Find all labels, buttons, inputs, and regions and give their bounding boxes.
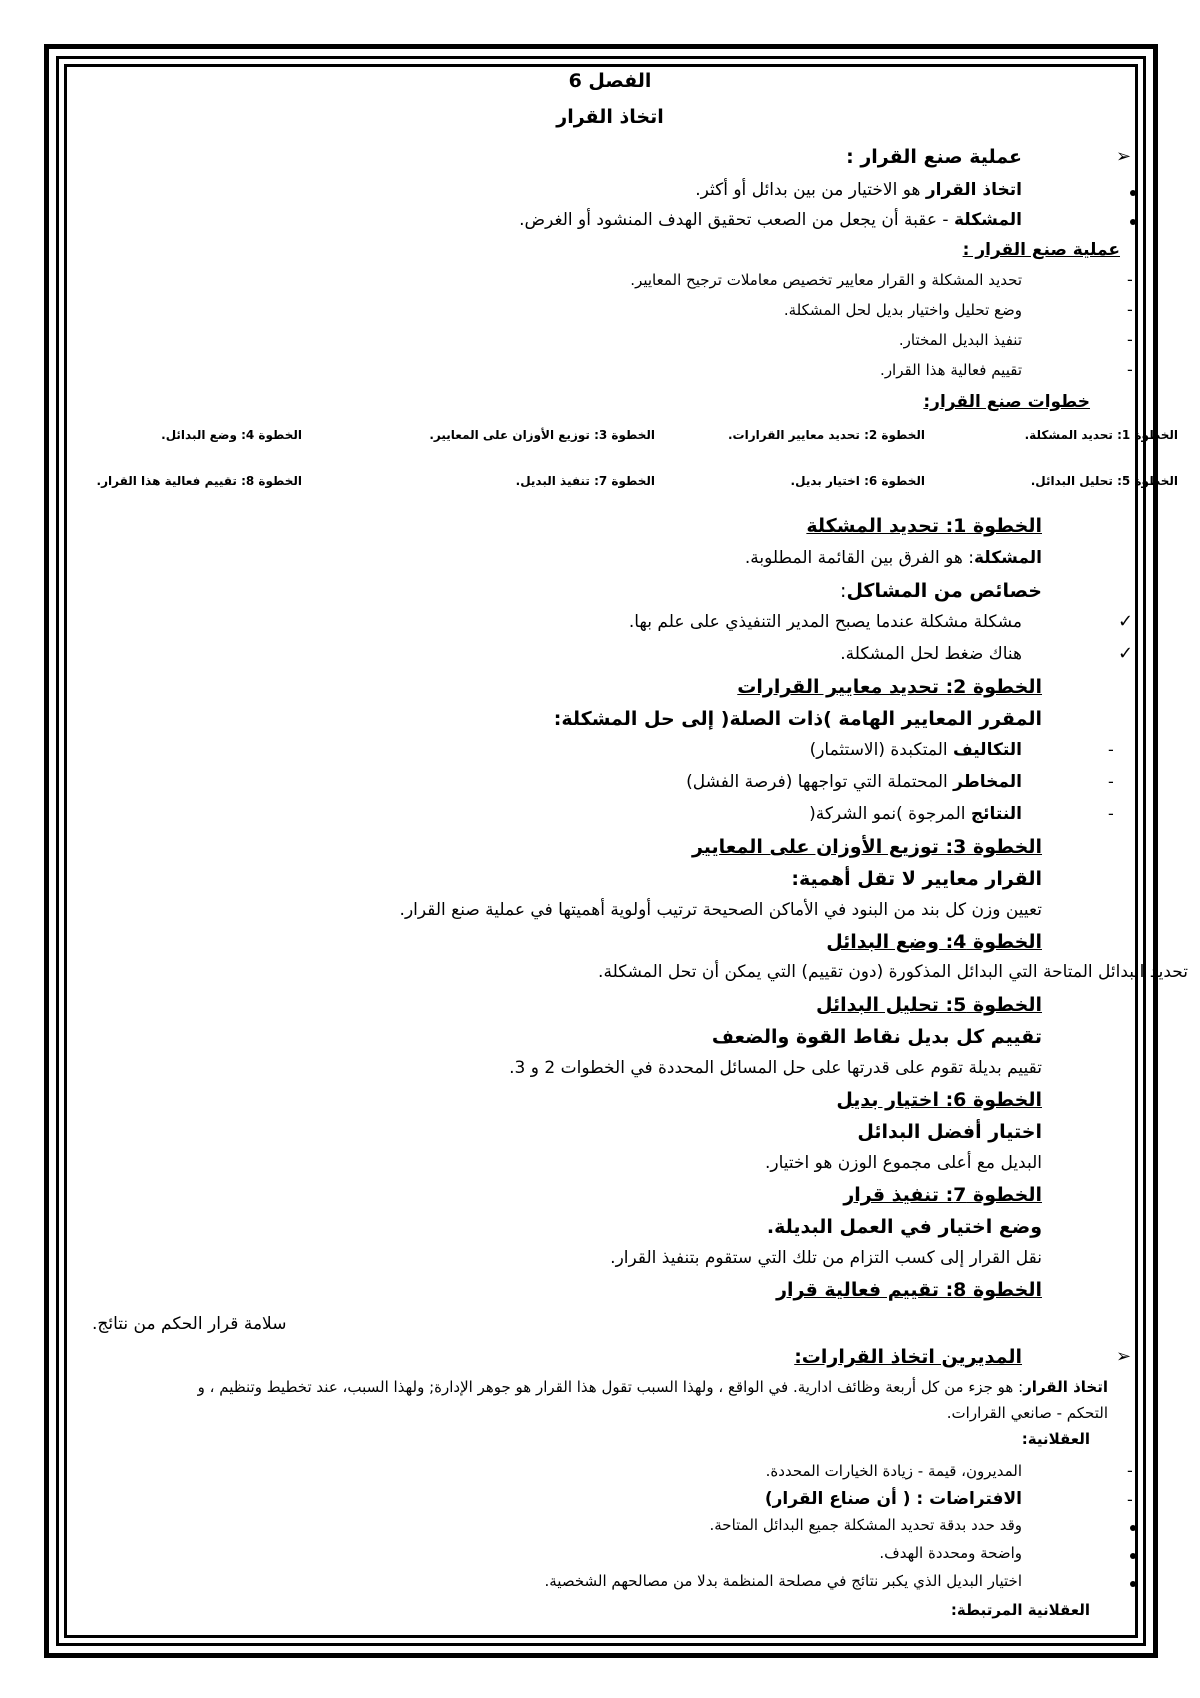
step1-definition: المشكلة: هو الفرق بين القائمة المطلوبة. <box>744 548 1042 568</box>
step4-text: تحديد البدائل المتاحة التي البدائل المذكورة (دون تقييم) التي يمكن أن تحل المشكلة. <box>598 962 1188 982</box>
step2-item: المخاطر المحتملة التي تواجهها (فرصة الفشل) <box>686 772 1022 792</box>
step6-subheading: اختيار أفضل البدائل <box>857 1121 1042 1143</box>
step-summary: الخطوة 3: توزيع الأوزان على المعايير. <box>429 428 655 442</box>
dash-marker: - <box>1127 270 1133 289</box>
step-summary: الخطوة 8: تقييم فعالية هذا القرار. <box>96 474 302 488</box>
step4-heading: الخطوة 4: وضع البدائل <box>826 931 1042 953</box>
rationality-heading: العقلانية: <box>1021 1430 1090 1448</box>
dash-marker: - <box>1127 300 1133 319</box>
step1-subheading: خصائص من المشاكل: <box>840 580 1042 602</box>
bullet-definition: اتخاذ القرار هو الاختيار من بين بدائل أو أكثر. <box>695 180 1022 200</box>
step8-text: سلامة قرار الحكم من نتائج. <box>92 1314 287 1334</box>
dash-marker: - <box>1127 330 1133 349</box>
process-item: تحديد المشكلة و القرار معايير تخصيص معاملات ترجيح المعايير. <box>630 271 1022 289</box>
step-summary: الخطوة 1: تحديد المشكلة. <box>1024 428 1178 442</box>
bullet-icon <box>1130 1553 1136 1559</box>
step-summary: الخطوة 7: تنفيذ البديل. <box>515 474 655 488</box>
process-item: تقييم فعالية هذا القرار. <box>880 361 1022 379</box>
step5-subheading: تقييم كل بديل نقاط القوة والضعف <box>711 1026 1042 1048</box>
process-item: تنفيذ البديل المختار. <box>898 331 1022 349</box>
bullet-icon <box>1130 1581 1136 1587</box>
step-summary: الخطوة 4: وضع البدائل. <box>161 428 302 442</box>
step5-heading: الخطوة 5: تحليل البدائل <box>816 994 1042 1016</box>
steps-heading: خطوات صنع القرار: <box>923 392 1090 412</box>
arrow-bullet-icon: ➢ <box>1116 1346 1132 1367</box>
step6-heading: الخطوة 6: اختيار بديل <box>836 1089 1042 1111</box>
bullet-problem: المشكلة - عقبة أن يجعل من الصعب تحقيق الهدف المنشود أو الغرض. <box>519 210 1022 230</box>
bounded-rationality-heading: العقلانية المرتبطة: <box>950 1601 1090 1619</box>
section2-paragraph-line2: التحكم - صانعي القرارات. <box>946 1404 1108 1422</box>
assumptions-heading: الافتراضات : ( أن صناع القرار) <box>764 1489 1022 1509</box>
dash-marker: - <box>1127 1461 1133 1480</box>
step6-text: البديل مع أعلى مجموع الوزن هو اختيار. <box>764 1153 1042 1173</box>
assumption-item: واضحة ومحددة الهدف. <box>879 1544 1022 1562</box>
bullet-icon <box>1130 219 1136 225</box>
step3-text: تعيين وزن كل بند من البنود في الأماكن الصحيحة ترتيب أولوية أهميتها في عملية صنع القرار. <box>399 900 1042 920</box>
section2-heading: المديرين اتخاذ القرارات: <box>794 1346 1022 1368</box>
step2-heading: الخطوة 2: تحديد معايير القرارات <box>737 676 1042 698</box>
step7-subheading: وضع اختيار في العمل البديلة. <box>766 1216 1042 1238</box>
dash-marker: - <box>1127 1490 1133 1509</box>
checkmark-icon: ✓ <box>1118 643 1134 664</box>
dash-marker: - <box>1127 360 1133 379</box>
process-item: وضع تحليل واختيار بديل لحل المشكلة. <box>783 301 1022 319</box>
step3-subheading: القرار معايير لا تقل أهمية: <box>791 868 1042 890</box>
arrow-bullet-icon: ➢ <box>1116 146 1132 167</box>
step-summary: الخطوة 2: تحديد معايير القرارات. <box>727 428 925 442</box>
assumption-item: اختيار البديل الذي يكبر نتائج في مصلحة المنظمة بدلا من مصالحهم الشخصية. <box>544 1572 1022 1590</box>
step1-check-item: هناك ضغط لحل المشكلة. <box>840 644 1022 664</box>
step2-item: النتائج المرجوة )نمو الشركة( <box>809 804 1022 824</box>
step3-heading: الخطوة 3: توزيع الأوزان على المعايير <box>691 836 1042 858</box>
rationality-item: المديرون، قيمة - زيادة الخيارات المحددة. <box>765 1462 1022 1480</box>
checkmark-icon: ✓ <box>1118 611 1134 632</box>
assumption-item: وقد حدد بدقة تحديد المشكلة جميع البدائل المتاحة. <box>709 1516 1022 1534</box>
step1-heading: الخطوة 1: تحديد المشكلة <box>806 515 1042 537</box>
process-heading: عملية صنع القرار : <box>962 240 1120 260</box>
step-summary: الخطوة 5: تحليل البدائل. <box>1030 474 1178 488</box>
step7-heading: الخطوة 7: تنفيذ قرار <box>843 1184 1042 1206</box>
step-summary: الخطوة 6: اختيار بديل. <box>790 474 925 488</box>
step1-check-item: مشكلة مشكلة عندما يصبح المدير التنفيذي على علم بها. <box>628 612 1022 632</box>
step8-heading: الخطوة 8: تقييم فعالية قرار <box>776 1279 1042 1301</box>
chapter-title: الفصل 6 <box>568 70 652 92</box>
dash-marker: - <box>1108 740 1114 759</box>
step7-text: نقل القرار إلى كسب التزام من تلك التي ستقوم بتنفيذ القرار. <box>610 1248 1042 1268</box>
section1-heading: عملية صنع القرار : <box>846 146 1022 168</box>
step5-text: تقييم بديلة تقوم على قدرتها على حل المسائل المحددة في الخطوات 2 و 3. <box>509 1058 1042 1078</box>
bullet-icon <box>1130 190 1136 196</box>
step2-item: التكاليف المتكبدة (الاستثمار) <box>809 740 1022 760</box>
bullet-icon <box>1130 1525 1136 1531</box>
section2-paragraph-line1: اتخاذ القرار: هو جزء من كل أربعة وظائف ادارية. في الواقع ، ولهذا السبب تقول هذا القرار هو جوهر الإدارة; ولهذا السبب، عند تخطيط وتنظيم ، و <box>197 1378 1108 1396</box>
dash-marker: - <box>1108 772 1114 791</box>
chapter-topic: اتخاذ القرار <box>556 106 664 128</box>
step2-subheading: المقرر المعايير الهامة )ذات الصلة( إلى حل المشكلة: <box>553 708 1042 730</box>
dash-marker: - <box>1108 804 1114 823</box>
